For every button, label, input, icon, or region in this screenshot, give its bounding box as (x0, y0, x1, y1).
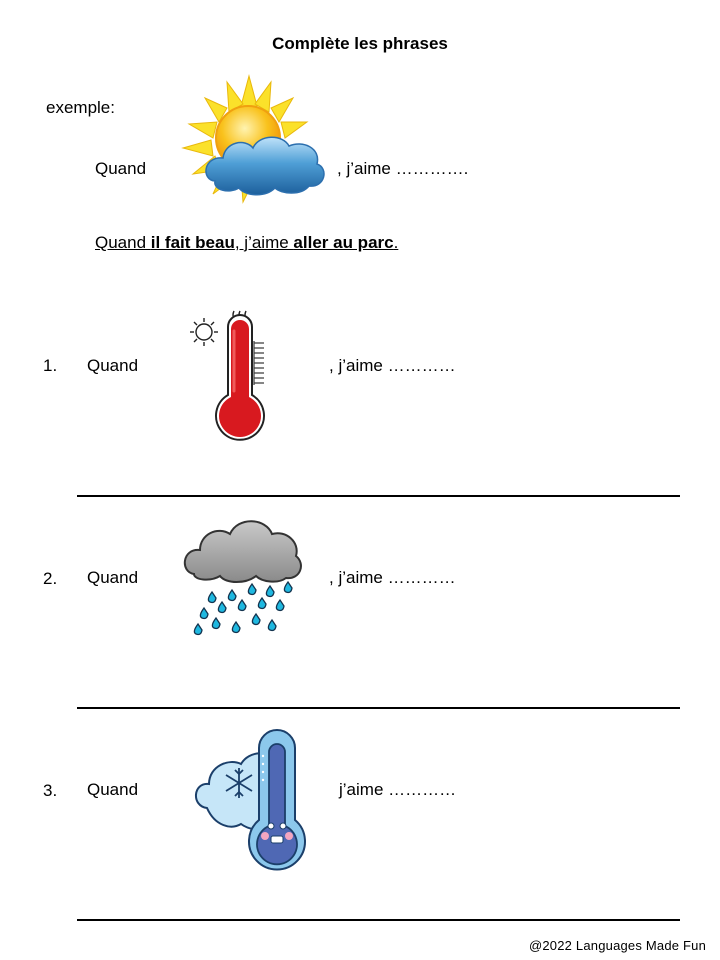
exercise-prompt-start: Quand (87, 356, 139, 375)
exercise-prompt-start: Quand (87, 568, 139, 587)
answer-text: , j’aime (234, 233, 294, 252)
example-answer (95, 233, 398, 253)
answer-line (77, 495, 680, 497)
exercise-prompt-end: , j’aime ………… (329, 568, 456, 587)
example-label: exemple: (46, 98, 115, 117)
answer-bold-activity: aller au parc (293, 233, 394, 252)
exercise-prompt-start: Quand (87, 780, 139, 799)
copyright-footer: @2022 Languages Made Fun (528, 938, 706, 953)
answer-text: Quand (95, 233, 151, 252)
example-prompt-start: Quand (95, 159, 147, 178)
hot-thermometer-icon (186, 305, 271, 443)
example-prompt-end: , j’aime …………. (337, 159, 469, 178)
exercise-prompt-end: , j’aime ………… (329, 356, 456, 375)
rain-cloud-icon (182, 514, 302, 636)
exercise-number: 2. (43, 569, 58, 588)
exercise-number: 3. (43, 781, 58, 800)
answer-bold-weather: il fait beau (150, 233, 235, 252)
exercise-prompt-end: j’aime ………… (339, 780, 457, 799)
sun-behind-cloud-icon (183, 76, 328, 206)
answer-text: . (393, 233, 399, 252)
page-title: Complète les phrases (272, 34, 448, 53)
exercise-number: 1. (43, 356, 58, 375)
answer-line (77, 707, 680, 709)
cold-thermometer-icon (193, 732, 313, 878)
answer-line (77, 919, 680, 921)
